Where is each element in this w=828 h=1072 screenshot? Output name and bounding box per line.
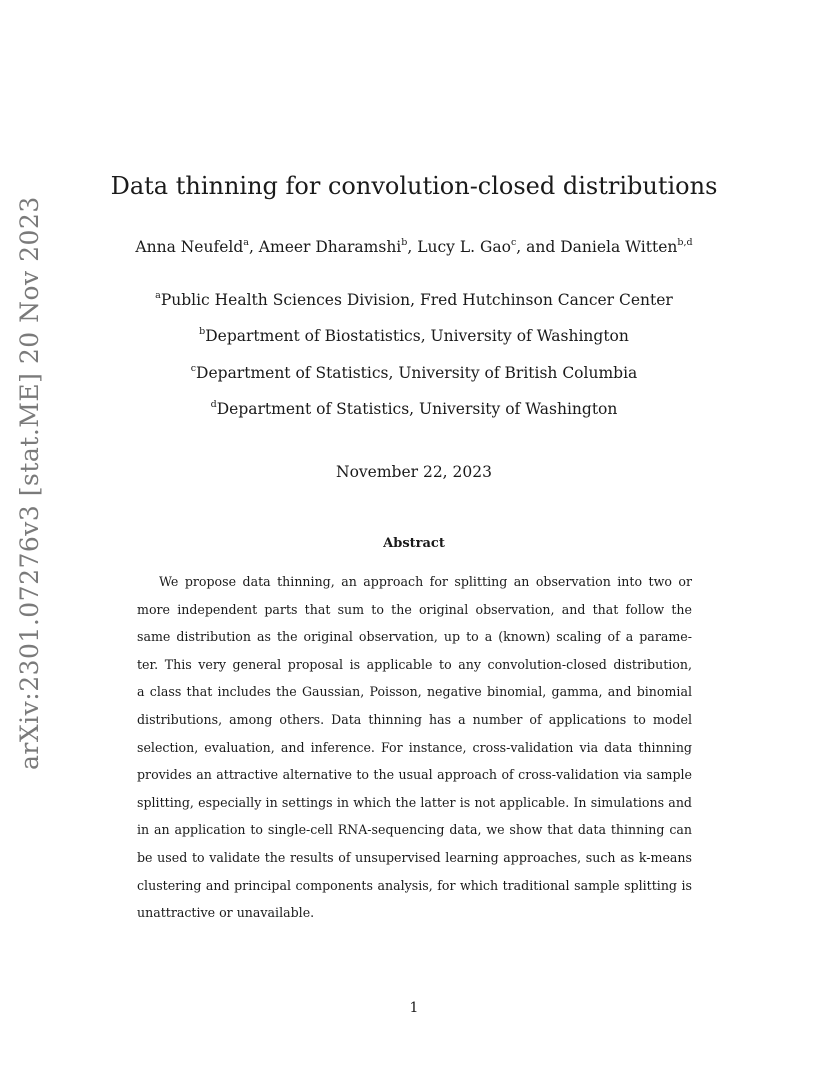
abstract-line: a class that includes the Gaussian, Poisson, negative binomial, gamma, and binomial — [137, 684, 692, 700]
abstract-line: We propose data thinning, an approach for splitting an observation into two or — [159, 574, 692, 589]
author-name: Lucy L. Gao — [417, 238, 511, 256]
abstract-line: ter. This very general proposal is applicable to any convolution-closed distribution, — [137, 656, 692, 672]
affiliation-mark: c — [190, 363, 197, 374]
affiliation — [0, 327, 828, 345]
author-list — [0, 238, 828, 256]
abstract-line: unattractive or unavailable. — [137, 905, 315, 921]
abstract-line: selection, evaluation, and inference. For instance, cross-validation via data thinning — [137, 739, 692, 755]
abstract-line: splitting, especially in settings in which the latter is not applicable. In simulations and — [137, 794, 692, 810]
author-separator: , — [407, 238, 418, 256]
page-number: 1 — [409, 1000, 419, 1016]
affiliation — [0, 400, 828, 418]
author-name: Anna Neufeld — [135, 238, 244, 256]
author-separator: , and — [516, 238, 561, 256]
abstract-heading: Abstract — [383, 536, 445, 551]
abstract-line: provides an attractive alternative to the usual approach of cross-validation via sample — [137, 767, 692, 783]
affiliation-text: Department of Statistics, University of British Columbia — [196, 364, 638, 382]
affiliation-text: Department of Statistics, University of Washington — [216, 400, 618, 418]
paper-title: Data thinning for convolution-closed distributions — [110, 172, 718, 200]
affiliation — [0, 364, 828, 382]
author-name: Ameer Dharamshi — [258, 238, 402, 256]
affiliation-text: Department of Biostatistics, University of Washington — [205, 327, 629, 345]
author-affiliation-mark: b — [401, 237, 408, 248]
arxiv-identifier: arXiv:2301.07276v3 [stat.ME] 20 Nov 2023 — [15, 196, 44, 770]
abstract-body — [137, 568, 692, 927]
author-name: Daniela Witten — [560, 238, 678, 256]
abstract-line: be used to validate the results of unsupervised learning approaches, such as k-means — [137, 849, 692, 865]
affiliation — [0, 291, 828, 309]
publication-date: November 22, 2023 — [336, 463, 492, 481]
affiliation-mark: d — [210, 399, 217, 410]
abstract-line: same distribution as the original observation, up to a (known) scaling of a parame- — [137, 629, 692, 645]
abstract-line: distributions, among others. Data thinning has a number of applications to model — [137, 711, 692, 727]
abstract-line: more independent parts that sum to the original observation, and that follow the — [137, 601, 692, 617]
affiliation-text: Public Health Sciences Division, Fred Hutchinson Cancer Center — [160, 291, 673, 309]
affiliation-mark: a — [155, 290, 161, 301]
author-affiliation-mark: a — [243, 237, 249, 248]
author-affiliation-mark: c — [510, 237, 517, 248]
affiliation-mark: b — [199, 326, 206, 337]
author-separator: , — [248, 238, 259, 256]
abstract-line: clustering and principal components analysis, for which traditional sample splitting is — [137, 877, 692, 893]
author-affiliation-mark: b,d — [677, 237, 693, 248]
abstract-line: in an application to single-cell RNA-sequencing data, we show that data thinning can — [137, 822, 692, 838]
